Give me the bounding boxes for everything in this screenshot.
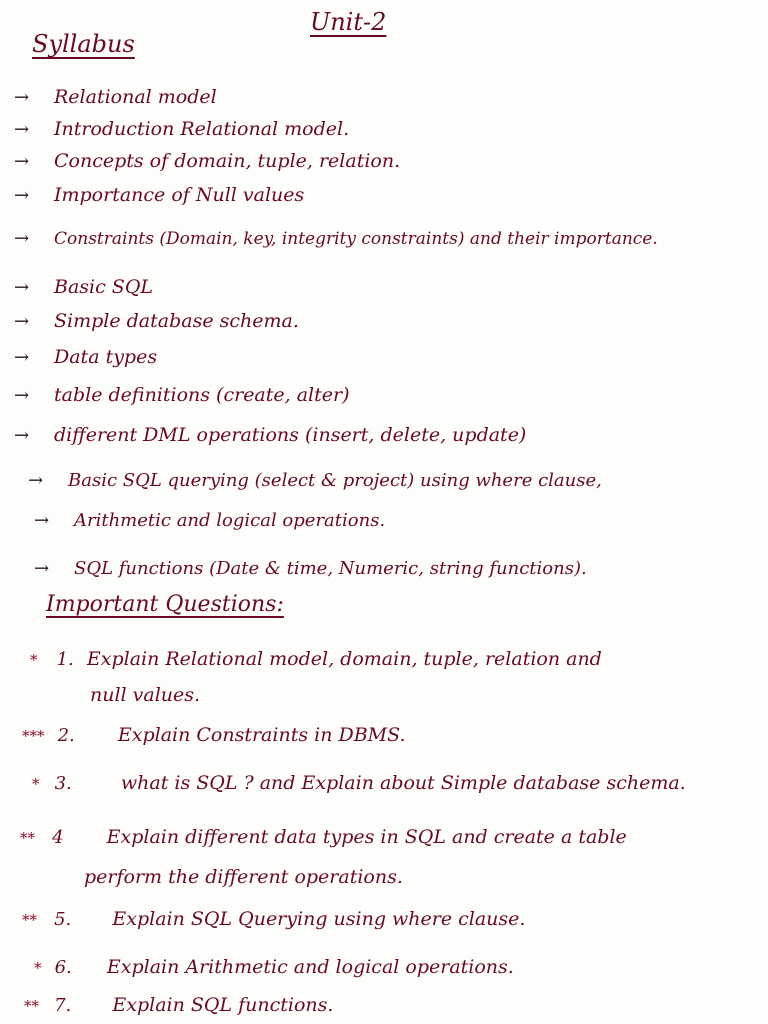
arrow-icon: → — [14, 228, 30, 249]
question-item — [32, 772, 686, 794]
question-continuation: perform the different operations. — [84, 866, 403, 888]
arrow-icon: → — [34, 558, 50, 579]
syllabus-item: → Constraints (Domain, key, integrity constraints) and their importance. — [14, 228, 658, 249]
question-text: Explain Arithmetic and logical operations. — [106, 956, 514, 978]
important-questions-heading: Important Questions: — [46, 592, 284, 617]
syllabus-item: → Introduction Relational model. — [14, 118, 350, 140]
question-item — [34, 956, 514, 978]
question-item — [30, 648, 602, 670]
syllabus-item: → SQL functions (Date & time, Numeric, string functions). — [34, 558, 587, 579]
question-text: Explain Relational model, domain, tuple, relation and — [86, 648, 602, 670]
syllabus-item: → Data types — [14, 346, 158, 368]
question-number: 5. — [54, 909, 72, 930]
question-number: 7. — [54, 995, 72, 1016]
question-item — [22, 724, 406, 746]
question-number: 1. — [56, 649, 74, 670]
question-number: 2. — [57, 725, 75, 746]
syllabus-item: → Importance of Null values — [14, 184, 305, 206]
star-mark: ** — [20, 829, 35, 847]
syllabus-item: → different DML operations (insert, delete, update) — [14, 424, 527, 446]
question-text: Explain Constraints in DBMS. — [117, 724, 406, 746]
star-mark: *** — [22, 727, 45, 745]
arrow-icon: → — [14, 185, 30, 206]
syllabus-item: → Relational model — [14, 86, 217, 108]
syllabus-heading: Syllabus — [32, 30, 135, 58]
question-item — [22, 908, 525, 930]
arrow-icon: → — [14, 311, 30, 332]
unit-title: Unit-2 — [310, 8, 387, 36]
question-text: what is SQL ? and Explain about Simple database schema. — [120, 772, 686, 794]
question-number: 6. — [54, 957, 72, 978]
arrow-icon: → — [14, 385, 30, 406]
syllabus-item: → table definitions (create, alter) — [14, 384, 350, 406]
question-item — [24, 994, 333, 1016]
syllabus-item: → Basic SQL — [14, 276, 154, 298]
star-mark: * — [32, 775, 40, 793]
question-text: Explain SQL Querying using where clause. — [112, 908, 526, 930]
syllabus-item: → Concepts of domain, tuple, relation. — [14, 150, 401, 172]
arrow-icon: → — [14, 347, 30, 368]
arrow-icon: → — [28, 470, 44, 491]
syllabus-item: → Arithmetic and logical operations. — [34, 510, 386, 531]
arrow-icon: → — [14, 151, 30, 172]
arrow-icon: → — [14, 425, 30, 446]
question-continuation: null values. — [90, 684, 201, 706]
syllabus-item: → Simple database schema. — [14, 310, 299, 332]
arrow-icon: → — [14, 119, 30, 140]
arrow-icon: → — [14, 87, 30, 108]
star-mark: ** — [22, 911, 37, 929]
question-item — [20, 826, 627, 848]
question-number: 3. — [54, 773, 72, 794]
question-text: Explain SQL functions. — [112, 994, 334, 1016]
question-text: Explain different data types in SQL and create a table — [106, 826, 627, 848]
question-number: 4 — [52, 827, 64, 848]
syllabus-item: → Basic SQL querying (select & project) using where clause, — [28, 470, 602, 491]
star-mark: * — [30, 651, 38, 669]
arrow-icon: → — [14, 277, 30, 298]
star-mark: ** — [24, 997, 39, 1015]
star-mark: * — [34, 959, 42, 977]
arrow-icon: → — [34, 510, 50, 531]
